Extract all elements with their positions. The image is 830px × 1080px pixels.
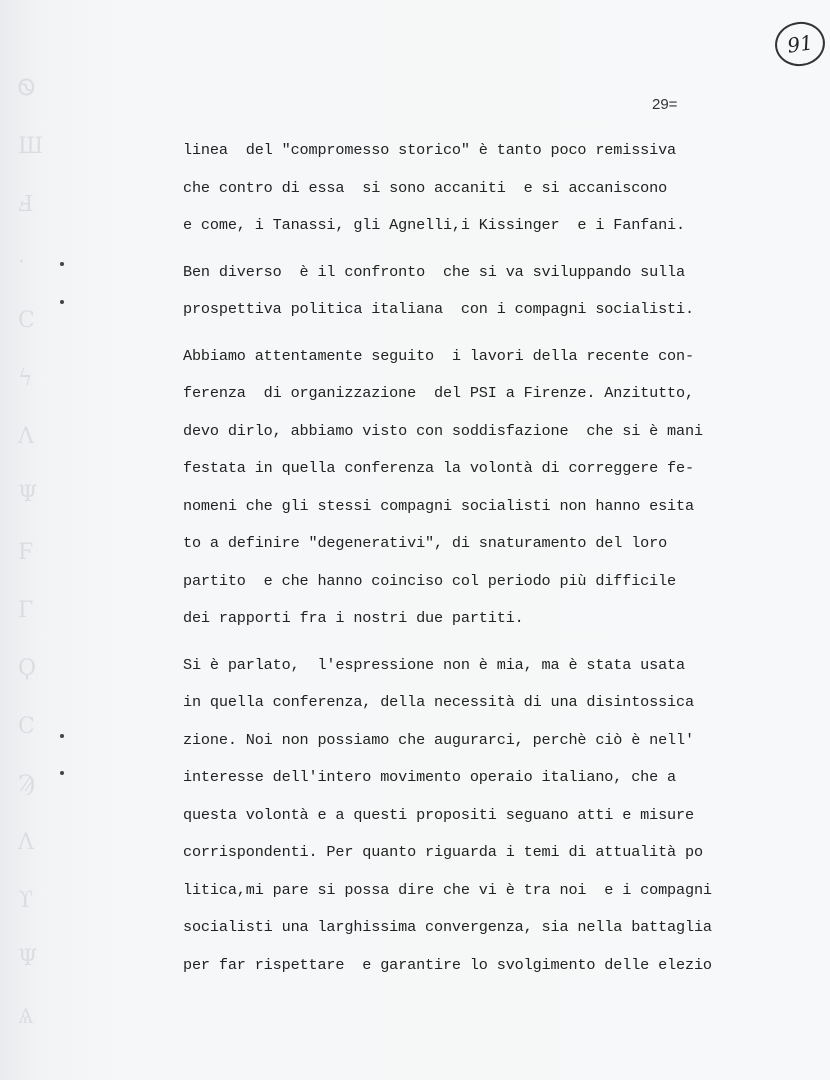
text-line: corrispondenti. Per quanto riguarda i temi di attualità po: [183, 843, 703, 861]
text-line: to a definire "degenerativi", di snaturamento del loro: [183, 534, 668, 552]
text-line: nomeni che gli stessi compagni socialisti non hanno esita: [183, 496, 694, 515]
bleed-through-marks: Ꮻ Ш Ⅎ · Ϲ ϟ Λ Ψ Ϝ Γ Ϙ Ϲ Ϡ Λ ϒ Ψ Ѧ: [18, 76, 44, 1029]
text-line: litica,mi pare si possa dire che vi è tra noi e i compagni: [183, 880, 712, 899]
text-line: prospettiva politica italiana con i compagni socialisti.: [183, 300, 694, 318]
text-line: questa volontà e a questi propositi seguano atti e misure: [183, 805, 694, 824]
paragraph-4: [183, 647, 763, 985]
text-line: partito e che hanno coinciso col periodo più difficile: [183, 571, 677, 590]
text-line: festata in quella conferenza la volontà di correggere fe-: [183, 459, 694, 477]
text-line: devo dirlo, abbiamo visto con soddisfazione che si è mani: [183, 421, 703, 440]
text-line: interesse dell'intero movimento operaio italiano, che a: [183, 768, 677, 786]
text-line: e come, i Tanassi, gli Agnelli,i Kissinger e i Fanfani.: [183, 216, 685, 234]
text-line: in quella conferenza, della necessità di una disintossica: [183, 693, 694, 711]
margin-dot: [60, 734, 64, 738]
text-line: zione. Noi non possiamo che augurarci, perchè ciò è nell': [183, 730, 694, 749]
text-line: Ben diverso è il confronto che si va sviluppando sulla: [183, 262, 685, 281]
paragraph-2: [183, 254, 763, 329]
margin-dot: [60, 300, 64, 304]
text-line: Abbiamo attentamente seguito i lavori della recente con-: [183, 346, 694, 365]
text-line: dei rapporti fra i nostri due partiti.: [183, 609, 524, 627]
text-line: che contro di essa si sono accaniti e si accaniscono: [183, 178, 668, 197]
body-text: [183, 132, 763, 984]
text-line: ferenza di organizzazione del PSI a Firenze. Anzitutto,: [183, 384, 694, 402]
text-line: socialisti una larghissima convergenza, sia nella battaglia: [183, 918, 712, 936]
paragraph-1: [183, 132, 763, 245]
margin-dot: [60, 771, 64, 775]
text-line: per far rispettare e garantire lo svolgimento delle elezio: [183, 955, 712, 974]
page-number: 29=: [652, 96, 678, 113]
paragraph-3: [183, 338, 763, 638]
archive-stamp: 91: [772, 19, 828, 70]
margin-dot: [60, 262, 64, 266]
text-line: Si è parlato, l'espressione non è mia, ma è stata usata: [183, 655, 685, 674]
text-line: linea del "compromesso storico" è tanto poco remissiva: [183, 141, 677, 159]
